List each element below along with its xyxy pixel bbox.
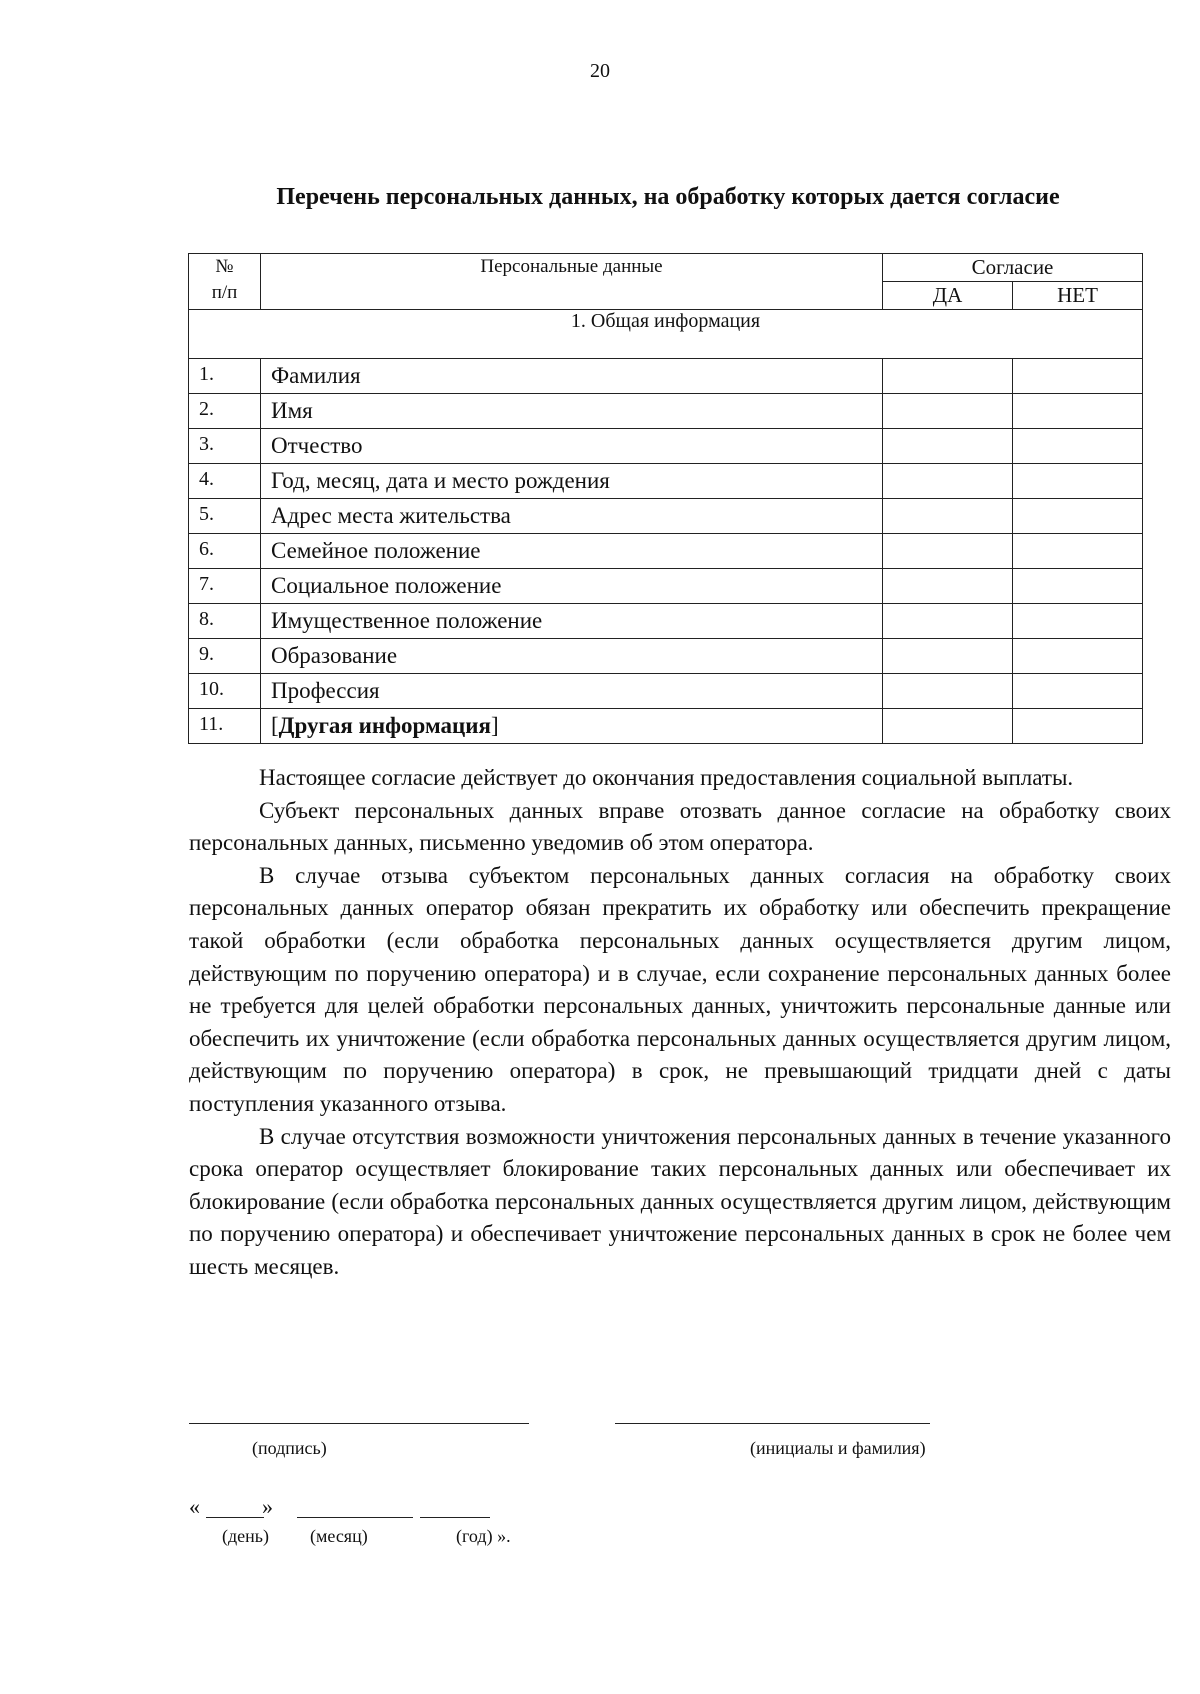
name-line[interactable] [615, 1423, 930, 1424]
row-number: 4. [189, 464, 261, 499]
row-number: 10. [189, 674, 261, 709]
bracket-close: ] [490, 713, 499, 738]
consent-no-cell[interactable] [1013, 569, 1143, 604]
consent-yes-cell[interactable] [883, 464, 1013, 499]
consent-no-cell[interactable] [1013, 429, 1143, 464]
consent-no-cell[interactable] [1013, 604, 1143, 639]
month-line[interactable] [297, 1517, 413, 1518]
year-line[interactable] [420, 1517, 490, 1518]
month-label: (месяц) [310, 1526, 368, 1546]
header-no: НЕТ [1013, 282, 1143, 310]
document-title: Перечень персональных данных, на обработку которых дается согласие [276, 184, 1060, 210]
section-row [189, 310, 1143, 359]
table-header-row [189, 254, 1143, 282]
consent-no-cell[interactable] [1013, 464, 1143, 499]
consent-yes-cell[interactable] [883, 499, 1013, 534]
paragraph-blocking: В случае отсутствия возможности уничтожения персональных данных в течение указанного срока оператор осуществляет блокирование таких персональных данных или обеспечивает их блокирование (если обработка персональных данных осуществляется другим лицом, действующим по поручению оператора) и обеспечивает уничтожение персональных данных в срок не более чем шесть месяцев. [189, 1123, 1171, 1279]
row-number: 2. [189, 394, 261, 429]
row-label: Отчество [261, 429, 883, 464]
table-row [189, 534, 1143, 569]
consent-yes-cell[interactable] [883, 359, 1013, 394]
header-yes: ДА [883, 282, 1013, 310]
row-number: 6. [189, 534, 261, 569]
header-consent: Согласие [883, 254, 1143, 282]
table-row [189, 639, 1143, 674]
row-label: Имущественное положение [261, 604, 883, 639]
consent-yes-cell[interactable] [883, 639, 1013, 674]
bracket-open: [ [271, 713, 279, 738]
consent-no-cell[interactable] [1013, 674, 1143, 709]
name-label: (инициалы и фамилия) [750, 1438, 926, 1458]
paragraph-validity: Настоящее согласие действует до окончания предоставления социальной выплаты. [259, 765, 1074, 790]
row-label: Адрес места жительства [261, 499, 883, 534]
table-row [189, 464, 1143, 499]
row-label: Семейное положение [261, 534, 883, 569]
header-number-abbr: п/п [211, 282, 238, 303]
table-row [189, 674, 1143, 709]
personal-data-table [188, 253, 1143, 744]
table-row [189, 429, 1143, 464]
table-row [189, 394, 1143, 429]
consent-yes-cell[interactable] [883, 429, 1013, 464]
consent-yes-cell[interactable] [883, 534, 1013, 569]
table-row [189, 604, 1143, 639]
consent-yes-cell[interactable] [883, 674, 1013, 709]
row-label: Социальное положение [261, 569, 883, 604]
row-label: Год, месяц, дата и место рождения [261, 464, 883, 499]
row-label: Профессия [261, 674, 883, 709]
consent-body-text [189, 762, 1171, 1284]
table-body [189, 359, 1143, 709]
row-label-other [261, 709, 883, 744]
other-info-label: Другая информация [278, 713, 491, 738]
consent-no-cell[interactable] [1013, 359, 1143, 394]
quote-open: « [189, 1494, 200, 1519]
row-number: 8. [189, 604, 261, 639]
row-number: 7. [189, 569, 261, 604]
signature-label: (подпись) [252, 1438, 327, 1458]
row-number: 1. [189, 359, 261, 394]
table-row [189, 499, 1143, 534]
header-personal-data: Персональные данные [261, 254, 883, 310]
consent-no-cell[interactable] [1013, 639, 1143, 674]
paragraph-revocation: Субъект персональных данных вправе отозвать данное согласие на обработку своих персональных данных, письменно уведомив об этом оператора. [189, 797, 1171, 856]
consent-no-cell[interactable] [1013, 534, 1143, 569]
header-number-cell [189, 254, 261, 310]
consent-yes-cell[interactable] [883, 394, 1013, 429]
signature-line[interactable] [189, 1423, 529, 1424]
table-row [189, 569, 1143, 604]
day-label: (день) [222, 1526, 269, 1546]
table-row-other [189, 709, 1143, 744]
row-number: 11. [189, 709, 261, 744]
row-label: Имя [261, 394, 883, 429]
section-title: 1. Общая информация [189, 310, 1143, 359]
year-label: (год) ». [456, 1526, 511, 1546]
consent-no-cell[interactable] [1013, 394, 1143, 429]
consent-no-cell[interactable] [1013, 499, 1143, 534]
consent-yes-cell[interactable] [883, 569, 1013, 604]
consent-no-cell[interactable] [1013, 709, 1143, 744]
day-line[interactable] [206, 1517, 264, 1518]
consent-yes-cell[interactable] [883, 604, 1013, 639]
consent-yes-cell[interactable] [883, 709, 1013, 744]
quote-close: » [262, 1494, 273, 1519]
row-number: 9. [189, 639, 261, 674]
row-label: Образование [261, 639, 883, 674]
table-row [189, 359, 1143, 394]
page-number: 20 [590, 60, 610, 82]
paragraph-revocation-consequences: В случае отзыва субъектом персональных данных согласия на обработку своих персональных данных оператор обязан прекратить их обработку или обеспечить прекращение такой обработки (если обработка персональных данных осуществляется другим лицом, действующим по поручению оператора) и в случае, если сохранение персональных данных более не требуется для целей обработки персональных данных, уничтожить персональные данные или обеспечить их уничтожение (если обработка персональных данных осуществляется другим лицом, действующим по поручению оператора) в срок, не превышающий тридцати дней с даты поступления указанного отзыва. [189, 862, 1171, 1116]
row-number: 5. [189, 499, 261, 534]
row-number: 3. [189, 429, 261, 464]
header-number-symbol: № [215, 256, 234, 277]
row-label: Фамилия [261, 359, 883, 394]
